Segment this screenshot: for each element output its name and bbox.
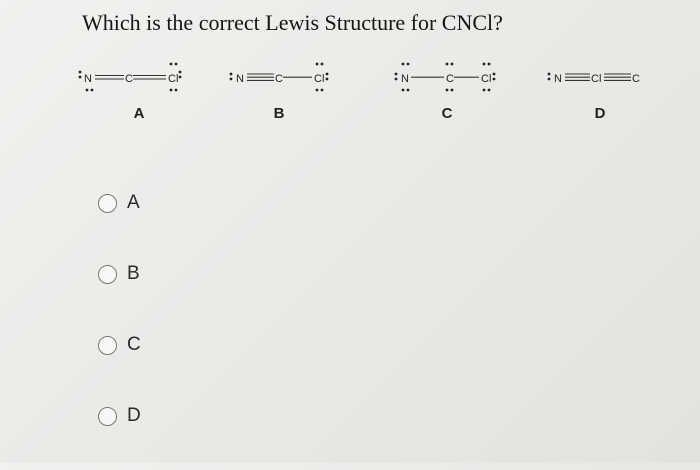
answer-options [98, 186, 141, 470]
radio-button-c[interactable] [98, 336, 117, 355]
option-a[interactable] [98, 186, 141, 220]
radio-button-a[interactable] [98, 194, 117, 213]
structure-d [548, 73, 640, 85]
option-c[interactable] [98, 328, 141, 362]
lewis-structures-drawing [0, 50, 700, 140]
structure-a-atom-c: C [125, 73, 133, 85]
structure-d-atom-cl: Cl [591, 73, 602, 85]
option-b-label: B [127, 263, 140, 284]
structure-d-lone-pairs [548, 73, 551, 81]
structure-label-b: B [273, 105, 285, 122]
structure-label-c: C [441, 105, 453, 122]
radio-button-d[interactable] [98, 407, 117, 426]
structure-a [79, 63, 182, 92]
option-d-label: D [127, 405, 141, 426]
structure-label-d: D [594, 105, 606, 122]
option-c-label: C [127, 334, 141, 355]
structure-c-atom-c: C [446, 73, 454, 85]
structure-c-atom-n: N [401, 73, 409, 85]
option-b[interactable] [98, 257, 141, 291]
structure-d-atom-c: C [632, 73, 640, 85]
structure-a-atom-cl: Cl [168, 73, 179, 85]
structure-c [395, 63, 496, 92]
question-text: Which is the correct Lewis Structure for CNCl? [82, 10, 503, 35]
structure-b-atom-cl: Cl [314, 73, 325, 85]
structure-label-a: A [133, 105, 145, 122]
option-a-label: A [127, 192, 140, 213]
structure-b-atom-c: C [275, 73, 283, 85]
structure-c-atom-cl: Cl [481, 73, 492, 85]
option-d[interactable] [98, 399, 141, 433]
structure-a-atom-n: N [84, 73, 92, 85]
lewis-structures [0, 50, 700, 140]
radio-button-b[interactable] [98, 265, 117, 284]
structure-b-atom-n: N [236, 73, 244, 85]
structure-d-atom-n: N [554, 73, 562, 85]
structure-b [230, 63, 329, 92]
